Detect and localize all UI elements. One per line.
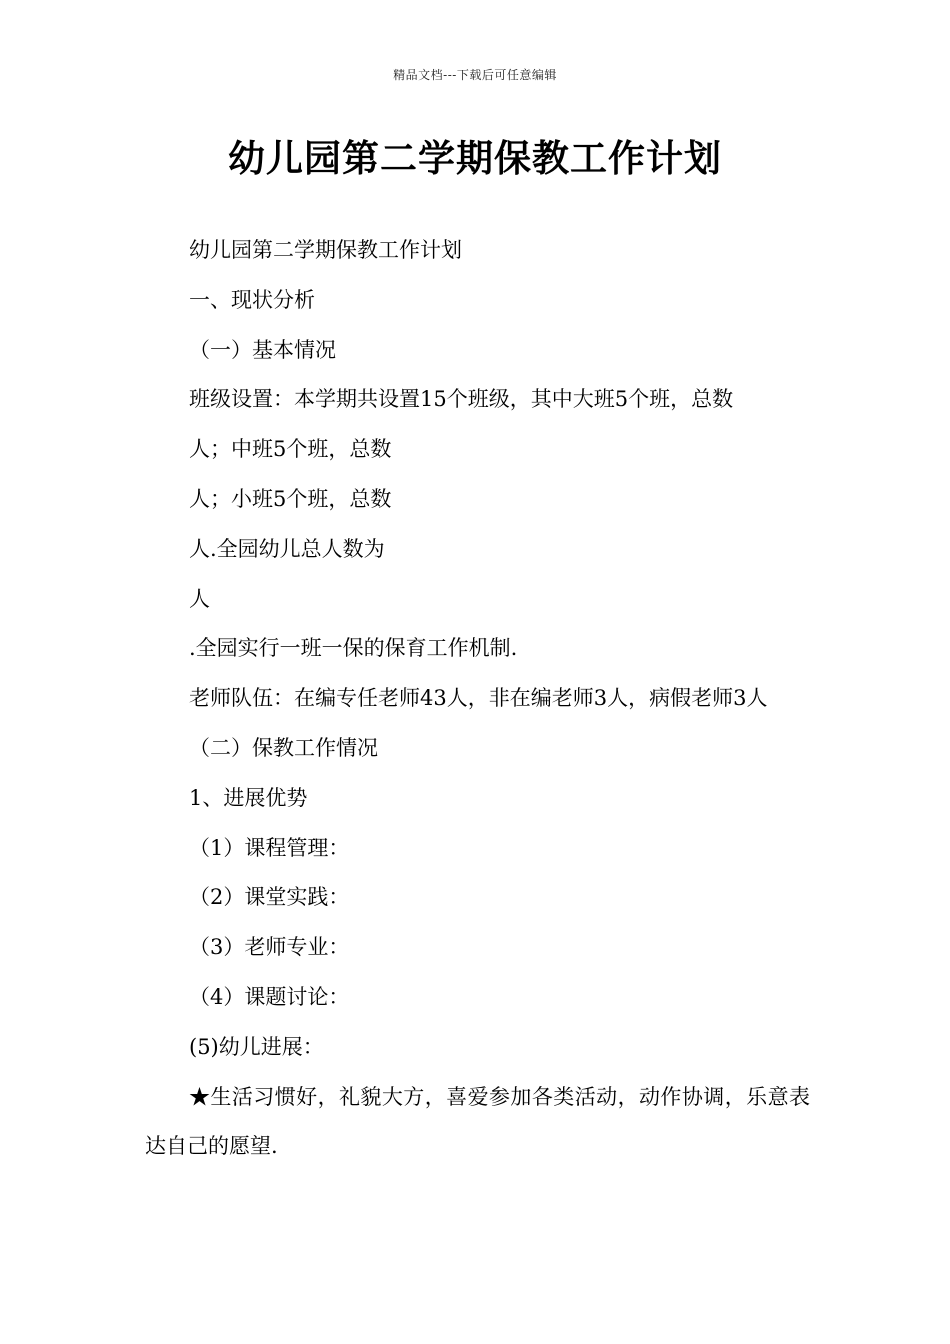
paragraph-item-4: （4）课题讨论： [189,984,350,1009]
paragraph-item-1: （1）课程管理： [189,835,350,860]
paragraph-middle-class: 人；中班5个班，总数 [189,437,392,462]
paragraph-item-5: (5)幼儿进展： [189,1034,324,1059]
paragraph-subsection-heading-2: （二）保教工作情况 [189,735,378,760]
paragraph-subtitle: 幼儿园第二学期保教工作计划 [189,238,462,262]
document-title: 幼儿园第二学期保教工作计划 [228,137,722,180]
paragraph-section-heading: 一、现状分析 [189,287,315,312]
header-note: 精品文档---下载后可任意编辑 [393,68,557,82]
paragraph-total-children: 人.全园幼儿总人数为 [189,536,385,561]
paragraph-care-mechanism: .全园实行一班一保的保育工作机制. [189,636,518,661]
paragraph-teacher-team: 老师队伍：在编专任老师43人，非在编老师3人，病假老师3人 [189,686,768,711]
paragraph-item-2: （2）课堂实践： [189,885,350,910]
paragraph-small-class: 人；小班5个班，总数 [189,486,392,511]
paragraph-advantages-heading: 1、进展优势 [189,785,308,810]
paragraph-child-habits: ★生活习惯好，礼貌大方，喜爱参加各类活动，动作协调，乐意表达自己的愿望. [145,1084,810,1159]
paragraph-subsection-heading: （一）基本情况 [189,337,336,362]
paragraph-total-unit: 人 [189,586,210,611]
document-body [145,226,810,1172]
paragraph-class-setup: 班级设置：本学期共设置15个班级，其中大班5个班，总数 [189,387,734,412]
paragraph-item-3: （3）老师专业： [189,935,350,960]
